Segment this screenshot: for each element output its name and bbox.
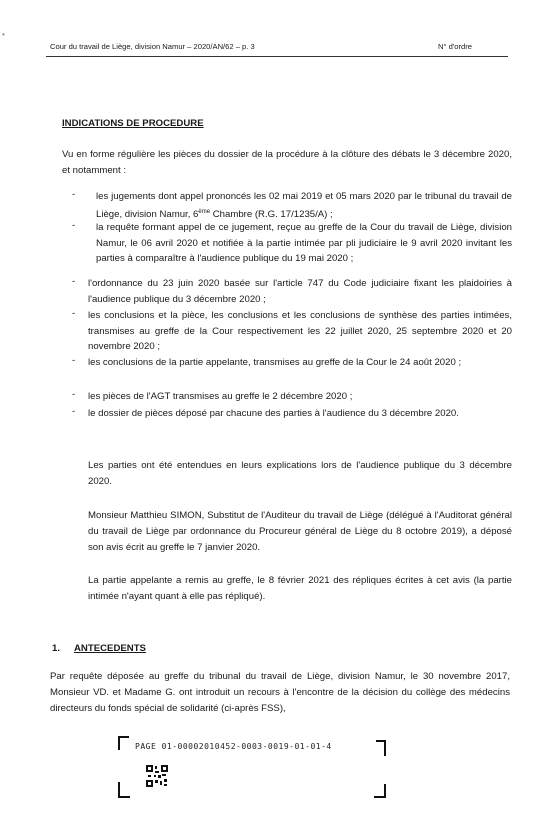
list-item: les pièces de l'AGT transmises au greffe le 2 décembre 2020 ; xyxy=(88,391,353,402)
procedure-intro: Vu en forme régulière les pièces du dossier de la procédure à la clôture des débats le 3 décembre 2020, et notamment : xyxy=(62,149,512,176)
list-dash: - xyxy=(72,276,76,287)
order-number-label: N° d'ordre xyxy=(438,42,473,51)
antecedents-text: Par requête déposée au greffe du tribunal du travail de Liège, division Namur, le 30 novembre 2017, Monsieur VD. et Madame G. ont introduit un recours à l'encontre de la décision du collège des médecins directeurs du fonds spécial de solidarité (ci-après FSS), xyxy=(50,671,510,714)
list-item: les conclusions et la pièce, les conclusions et les conclusions de synthèse des parties intimées, transmises au greffe de la Cour respectivement les 22 juillet 2020, 25 septembre 2020 et 20 novembre 2020 ; xyxy=(88,310,512,352)
scan-mark: • xyxy=(2,30,5,39)
stamp-corner-bottom-right xyxy=(374,784,386,798)
list-item: les jugements dont appel prononcés les 02 mai 2019 et 05 mars 2020 par le tribunal du travail de Liège, division Namur, 6ème Chambre (R.G. 17/1235/A) ; xyxy=(96,191,512,220)
list-item: la requête formant appel de ce jugement, reçue au greffe de la Cour du travail de Liège, division Namur, le 06 avril 2020 et notifiée à la partie intimée par pli judiciaire le 9 avril 2020 invitant les parties à comparaître à l'audience publique du 19 mai 2020 ; xyxy=(96,222,512,264)
list-dash: - xyxy=(72,355,76,366)
paragraph-opinion: Monsieur Matthieu SIMON, Substitut de l'Auditeur du travail de Liège (délégué à l'Auditorat général du travail de Liège par ordonnance du Procureur général de Liège du 8 octobre 2019), a déposé son avis écrit au greffe le 7 janvier 2020. xyxy=(88,510,512,553)
procedure-heading: INDICATIONS DE PROCEDURE xyxy=(62,118,204,129)
stamp-corner-top-right xyxy=(376,740,386,756)
section-heading-antecedents: ANTECEDENTS xyxy=(74,643,146,654)
list-dash: - xyxy=(72,406,76,417)
section-number: 1. xyxy=(52,643,61,654)
list-item: l'ordonnance du 23 juin 2020 basée sur l'article 747 du Code judiciaire fixant les plaidoiries à l'audience publique du 3 décembre 2020 ; xyxy=(88,278,512,305)
paragraph-replies: La partie appelante a remis au greffe, le 8 février 2021 des répliques écrites à cet avis (la partie intimée n'ayant quant à elle pas répliqué). xyxy=(88,575,512,602)
list-dash: - xyxy=(72,189,76,200)
header-title: Cour du travail de Liège, division Namur – 2020/AN/62 – p. 3 xyxy=(50,42,255,51)
paragraph-hearing: Les parties ont été entendues en leurs explications lors de l'audience publique du 3 décembre 2020. xyxy=(88,460,512,487)
stamp-corner-bottom-left xyxy=(118,782,130,798)
list-item: les conclusions de la partie appelante, transmises au greffe de la Cour le 24 août 2020 ; xyxy=(88,357,462,368)
stamp-corner-top-left xyxy=(118,736,129,750)
header-divider xyxy=(46,56,508,57)
list-dash: - xyxy=(72,308,76,319)
list-item: le dossier de pièces déposé par chacune des parties à l'audience du 3 décembre 2020. xyxy=(88,408,459,419)
list-dash: - xyxy=(72,389,76,400)
page-stamp-code: PAGE 01-00002010452-0003-0019-01-01-4 xyxy=(135,742,332,751)
list-dash: - xyxy=(72,220,76,231)
qr-code-icon xyxy=(146,765,168,787)
